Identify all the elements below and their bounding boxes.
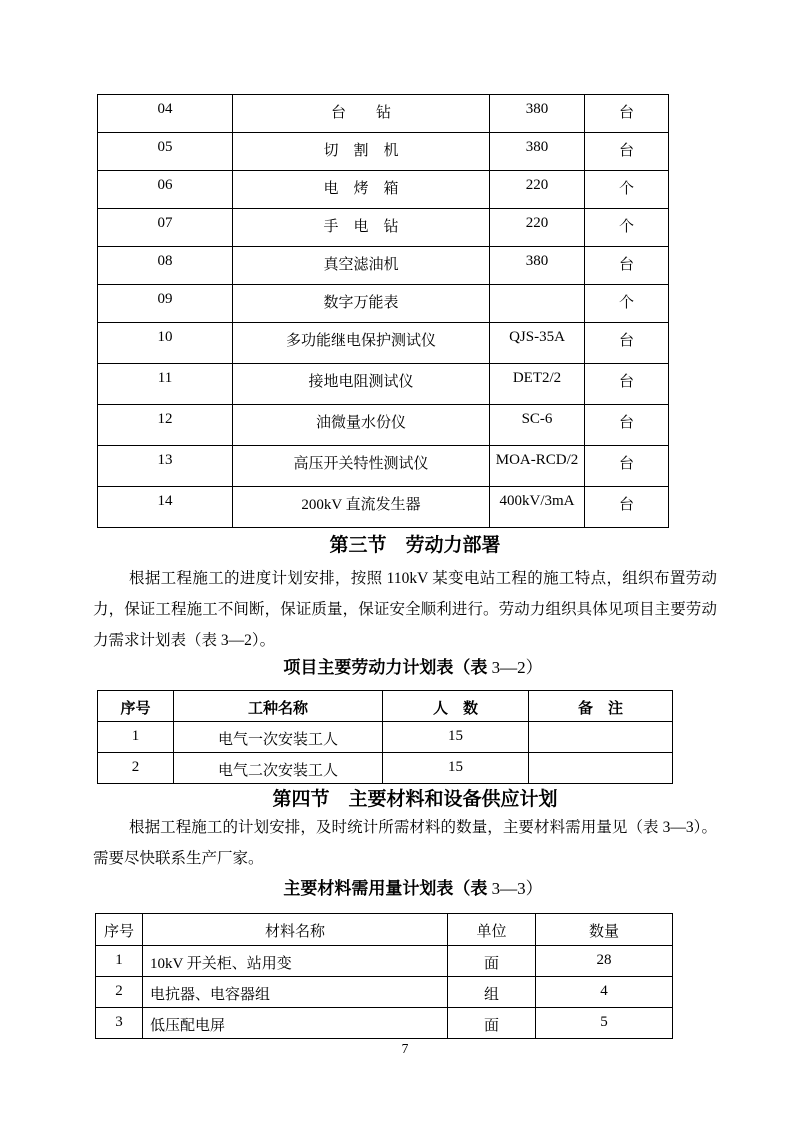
table-cell: 10: [98, 323, 233, 364]
table-cell: 接地电阻测试仪: [233, 364, 490, 405]
table-cell: 油微量水份仪: [233, 405, 490, 446]
table-cell: 5: [536, 1008, 673, 1039]
table-cell: 13: [98, 446, 233, 487]
materials-table: [95, 913, 673, 1039]
table-cell: 个: [585, 209, 669, 247]
table-cell: 1: [98, 722, 174, 753]
table-cell: 380: [490, 95, 585, 133]
table-cell: 台: [585, 405, 669, 446]
table-cell: 个: [585, 285, 669, 323]
table-cell: DET2/2: [490, 364, 585, 405]
equipment-table: [97, 94, 669, 528]
column-header-count: 人 数: [383, 691, 529, 722]
table-cell: 15: [383, 753, 529, 784]
table-cell: 真空滤油机: [233, 247, 490, 285]
table-cell: 数字万能表: [233, 285, 490, 323]
materials-table-title-main: 主要材料需用量计划表（表: [283, 879, 488, 898]
table-cell: 04: [98, 95, 233, 133]
table-cell: SC-6: [490, 405, 585, 446]
table-cell: 3: [96, 1008, 143, 1039]
table-cell: 1: [96, 946, 143, 977]
table-cell: 手 电 钻: [233, 209, 490, 247]
table-cell: 15: [383, 722, 529, 753]
table-row: [96, 977, 673, 1008]
table-cell: 200kV 直流发生器: [233, 487, 490, 528]
table-cell: 切 割 机: [233, 133, 490, 171]
table-cell: 380: [490, 133, 585, 171]
labor-table-title-ref: 3—2）: [487, 658, 543, 677]
table-row: [96, 946, 673, 977]
column-header-remark: 备 注: [529, 691, 673, 722]
table-cell: 组: [448, 977, 536, 1008]
table-cell: 12: [98, 405, 233, 446]
table-cell: 台: [585, 133, 669, 171]
table-cell: 14: [98, 487, 233, 528]
table-cell: 低压配电屏: [143, 1008, 448, 1039]
table-row: [98, 753, 673, 784]
table-cell: MOA-RCD/2: [490, 446, 585, 487]
section3-paragraph: 根据工程施工的进度计划安排，按照 110kV 某变电站工程的施工特点，组织布置劳动力，保证工程施工不间断，保证质量，保证安全顺利进行。劳动力组织具体见项目主要劳动力需求计划表（表 3—2）。: [93, 570, 717, 649]
table-cell: 面: [448, 946, 536, 977]
table-cell: 4: [536, 977, 673, 1008]
table-cell: [529, 722, 673, 753]
table-row: [98, 285, 669, 323]
section3-heading: 第三节 劳动力部署: [329, 535, 501, 556]
table-row: [98, 133, 669, 171]
table-row: [98, 171, 669, 209]
table-cell: 11: [98, 364, 233, 405]
table-row: [98, 487, 669, 528]
table-cell: 台: [585, 323, 669, 364]
table-cell: [490, 285, 585, 323]
table-cell: 高压开关特性测试仪: [233, 446, 490, 487]
table-cell: 台: [585, 487, 669, 528]
table-cell: 台: [585, 364, 669, 405]
table-cell: 电 烤 箱: [233, 171, 490, 209]
table-cell: 06: [98, 171, 233, 209]
table-cell: QJS-35A: [490, 323, 585, 364]
labor-table-title: [101, 656, 725, 679]
table-cell: 08: [98, 247, 233, 285]
table-cell: 07: [98, 209, 233, 247]
table-cell: 多功能继电保护测试仪: [233, 323, 490, 364]
column-header-unit: 单位: [448, 914, 536, 946]
table-cell: 2: [96, 977, 143, 1008]
table-cell: 220: [490, 171, 585, 209]
table-row: [98, 247, 669, 285]
materials-table-title: [101, 877, 725, 900]
table-cell: [529, 753, 673, 784]
table-cell: 台: [585, 95, 669, 133]
column-header-material: 材料名称: [143, 914, 448, 946]
materials-table-header-row: [96, 914, 673, 946]
table-cell: 电气二次安装工人: [174, 753, 383, 784]
labor-table-header-row: [98, 691, 673, 722]
labor-table-title-main: 项目主要劳动力计划表（表: [283, 658, 488, 677]
table-cell: 台: [585, 247, 669, 285]
table-cell: 电抗器、电容器组: [143, 977, 448, 1008]
table-cell: 09: [98, 285, 233, 323]
table-row: [98, 95, 669, 133]
table-cell: 220: [490, 209, 585, 247]
page-number: 7: [401, 1041, 409, 1056]
section4-heading: 第四节 主要材料和设备供应计划: [272, 789, 558, 810]
table-cell: 400kV/3mA: [490, 487, 585, 528]
table-row: [98, 446, 669, 487]
column-header-index: 序号: [96, 914, 143, 946]
table-row: [98, 405, 669, 446]
table-cell: 电气一次安装工人: [174, 722, 383, 753]
labor-table: [97, 690, 673, 784]
table-cell: 380: [490, 247, 585, 285]
table-row: [98, 323, 669, 364]
table-row: [98, 209, 669, 247]
table-row: [96, 1008, 673, 1039]
table-cell: 台 钻: [233, 95, 490, 133]
table-cell: 面: [448, 1008, 536, 1039]
column-header-quantity: 数量: [536, 914, 673, 946]
column-header-trade: 工种名称: [174, 691, 383, 722]
column-header-index: 序号: [98, 691, 174, 722]
table-cell: 05: [98, 133, 233, 171]
table-cell: 10kV 开关柜、站用变: [143, 946, 448, 977]
table-cell: 个: [585, 171, 669, 209]
table-cell: 2: [98, 753, 174, 784]
table-cell: 28: [536, 946, 673, 977]
table-row: [98, 722, 673, 753]
table-row: [98, 364, 669, 405]
section4-paragraph: 根据工程施工的计划安排，及时统计所需材料的数量，主要材料需用量见（表 3—3）。需要尽快联系生产厂家。: [93, 819, 717, 867]
table-cell: 台: [585, 446, 669, 487]
materials-table-title-ref: 3—3）: [487, 879, 543, 898]
